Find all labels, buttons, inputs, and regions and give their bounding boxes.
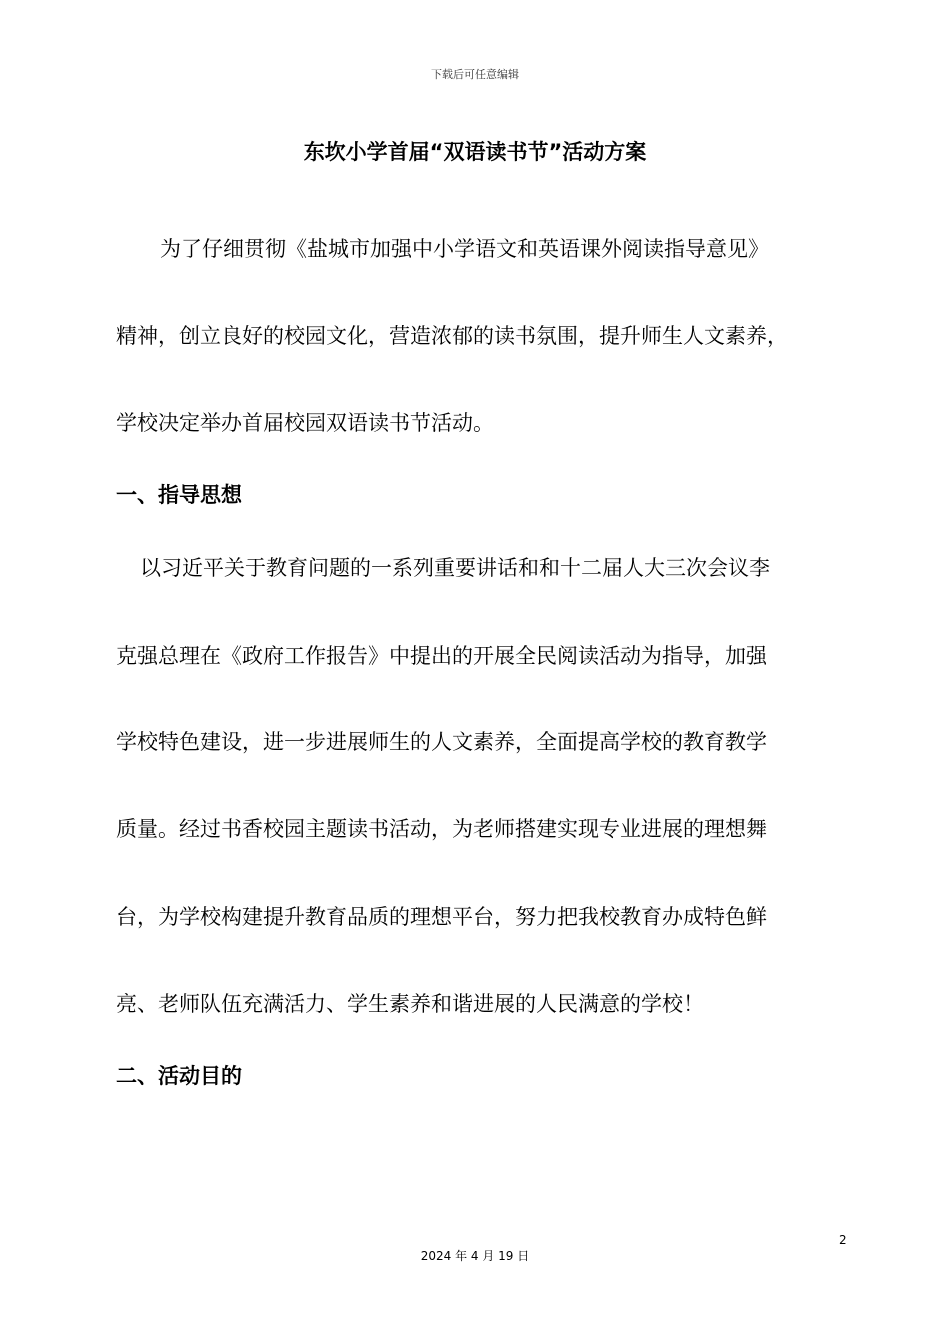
section-1-line-5: 台，为学校构建提升教育品质的理想平台，努力把我校教育办成特色鲜: [116, 905, 767, 929]
intro-line-2: 精神，创立良好的校园文化，营造浓郁的读书氛围，提升师生人文素养，: [116, 324, 788, 348]
section-1-line-2: 克强总理在《政府工作报告》中提出的开展全民阅读活动为指导，加强: [116, 644, 767, 668]
intro-line-1: 为了仔细贯彻《盐城市加强中小学语文和英语课外阅读指导意见》: [160, 237, 769, 261]
section-1-line-1: 以习近平关于教育问题的一系列重要讲话和和十二届人大三次会议李: [140, 556, 770, 580]
section-1-line-4: 质量。经过书香校园主题读书活动，为老师搭建实现专业进展的理想舞: [116, 817, 767, 841]
intro-line-3: 学校决定举办首届校园双语读书节活动。: [116, 411, 494, 435]
section-1-line-6: 亮、老师队伍充满活力、学生素养和谐进展的人民满意的学校！: [116, 992, 704, 1016]
header-note: 下载后可任意编辑: [431, 68, 519, 81]
section-1-heading: 一、指导思想: [116, 483, 242, 507]
page-number: 2: [839, 1233, 847, 1247]
footer-date: 2024 年 4 月 19 日: [420, 1249, 530, 1263]
section-1-line-3: 学校特色建设，进一步进展师生的人文素养，全面提高学校的教育教学: [116, 730, 767, 754]
section-2-heading: 二、活动目的: [116, 1064, 242, 1088]
document-title: 东坎小学首届“双语读书节”活动方案: [303, 140, 647, 164]
